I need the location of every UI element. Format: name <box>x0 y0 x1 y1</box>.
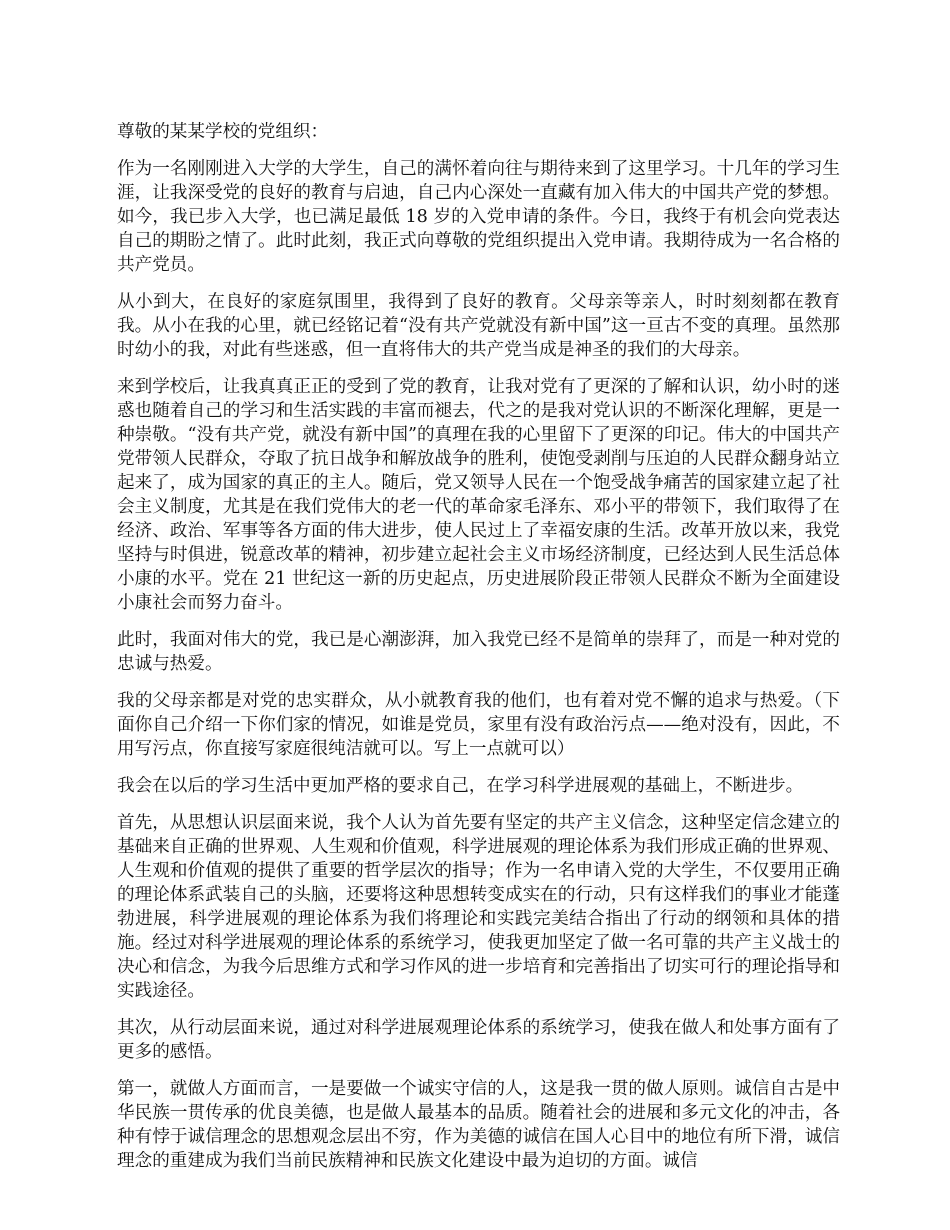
paragraph-feelings: 此时，我面对伟大的党，我已是心潮澎湃，加入我党已经不是简单的崇拜了，而是一种对党的忠诚与热爱。 <box>117 630 840 674</box>
paragraph-family: 我的父母亲都是对党的忠实群众，从小就教育我的他们，也有着对党不懈的追求与热爱。（下面你自己介绍一下你们家的情况，如谁是党员，家里有没有政治污点——绝对没有，因此，不用写污点，你直接写家庭很纯洁就可以。写上一点就可以） <box>117 691 840 759</box>
salutation: 尊敬的某某学校的党组织： <box>117 122 329 142</box>
document-page <box>117 120 840 1186</box>
paragraph-action: 其次，从行动层面来说，通过对科学进展观理论体系的系统学习，使我在做人和处事方面有了更多的感悟。 <box>117 1018 840 1062</box>
paragraph-childhood: 从小到大，在良好的家庭氛围里，我得到了良好的教育。父母亲等亲人，时时刻刻都在教育我。从小在我的心里，就已经铭记着“没有共产党就没有新中国”这一亘古不变的真理。虽然那时幼小的我，对此有些迷惑，但一直将伟大的共产党当成是神圣的我们的大母亲。 <box>117 292 840 360</box>
paragraph-thought: 首先，从思想认识层面来说，我个人认为首先要有坚定的共产主义信念，这种坚定信念建立的基础来自正确的世界观、人生观和价值观，科学进展观的理论体系为我们形成正确的世界观、人生观和价值观的提供了重要的哲学层次的指导；作为一名申请入党的大学生，不仅要用正确的理论体系武装自己的头脑，还要将这种思想转变成实在的行动，只有这样我们的事业才能蓬勃进展，科学进展观的理论体系为我们将理论和实践完美结合指出了行动的纲领和具体的措施。经过对科学进展观的理论体系的系统学习，使我更加坚定了做一名可靠的共产主义战士的决心和信念，为我今后思维方式和学习作风的进一步培育和完善指出了切实可行的理论指导和实践途径。 <box>117 813 840 1001</box>
paragraph-integrity: 第一，就做人方面而言，一是要做一个诚实守信的人，这是我一贯的做人原则。诚信自古是中华民族一贯传承的优良美德，也是做人最基本的品质。随着社会的进展和多元文化的冲击，各种有悖于诚信理念的思想观念层出不穷，作为美德的诚信在国人心目中的地位有所下滑，诚信理念的重建成为我们当前民族精神和民族文化建设中最为迫切的方面。诚信 <box>117 1079 840 1171</box>
paragraph-school: 来到学校后，让我真真正正的受到了党的教育，让我对党有了更深的了解和认识，幼小时的迷惑也随着自己的学习和生活实践的丰富而褪去，代之的是我对党认识的不断深化理解，更是一种崇敬。“没有共产党，就没有新中国”的真理在我的心里留下了更深的印记。伟大的中国共产党带领人民群众，夺取了抗日战争和解放战争的胜利，使饱受剥削与压迫的人民群众翻身站立起来了，成为国家的真正的主人。随后，党又领导人民在一个饱受战争痛苦的国家建立起了社会主义制度，尤其是在我们党伟大的老一代的革命家毛泽东、邓小平的带领下，我们取得了在经济、政治、军事等各方面的伟大进步，使人民过上了幸福安康的生活。改革开放以来，我党坚持与时俱进，锐意改革的精神，初步建立起社会主义市场经济制度，已经达到人民生活总体小康的水平。党在 21 世纪这一新的历史起点，历史进展阶段正带领人民群众不断为全面建设小康社会而努力奋斗。 <box>117 377 840 613</box>
paragraph-resolve: 我会在以后的学习生活中更加严格的要求自己，在学习科学进展观的基础上，不断进步。 <box>117 776 804 796</box>
paragraph-intro: 作为一名刚刚进入大学的大学生，自己的满怀着向往与期待来到了这里学习。十几年的学习生涯，让我深受党的良好的教育与启迪，自己内心深处一直藏有加入伟大的中国共产党的梦想。如今，我已步入大学，也已满足最低 18 岁的入党申请的条件。今日，我终于有机会向党表达自己的期盼之情了。此时此刻，我正式向尊敬的党组织提出入党申请。我期待成为一名合格的共产党员。 <box>117 159 840 275</box>
